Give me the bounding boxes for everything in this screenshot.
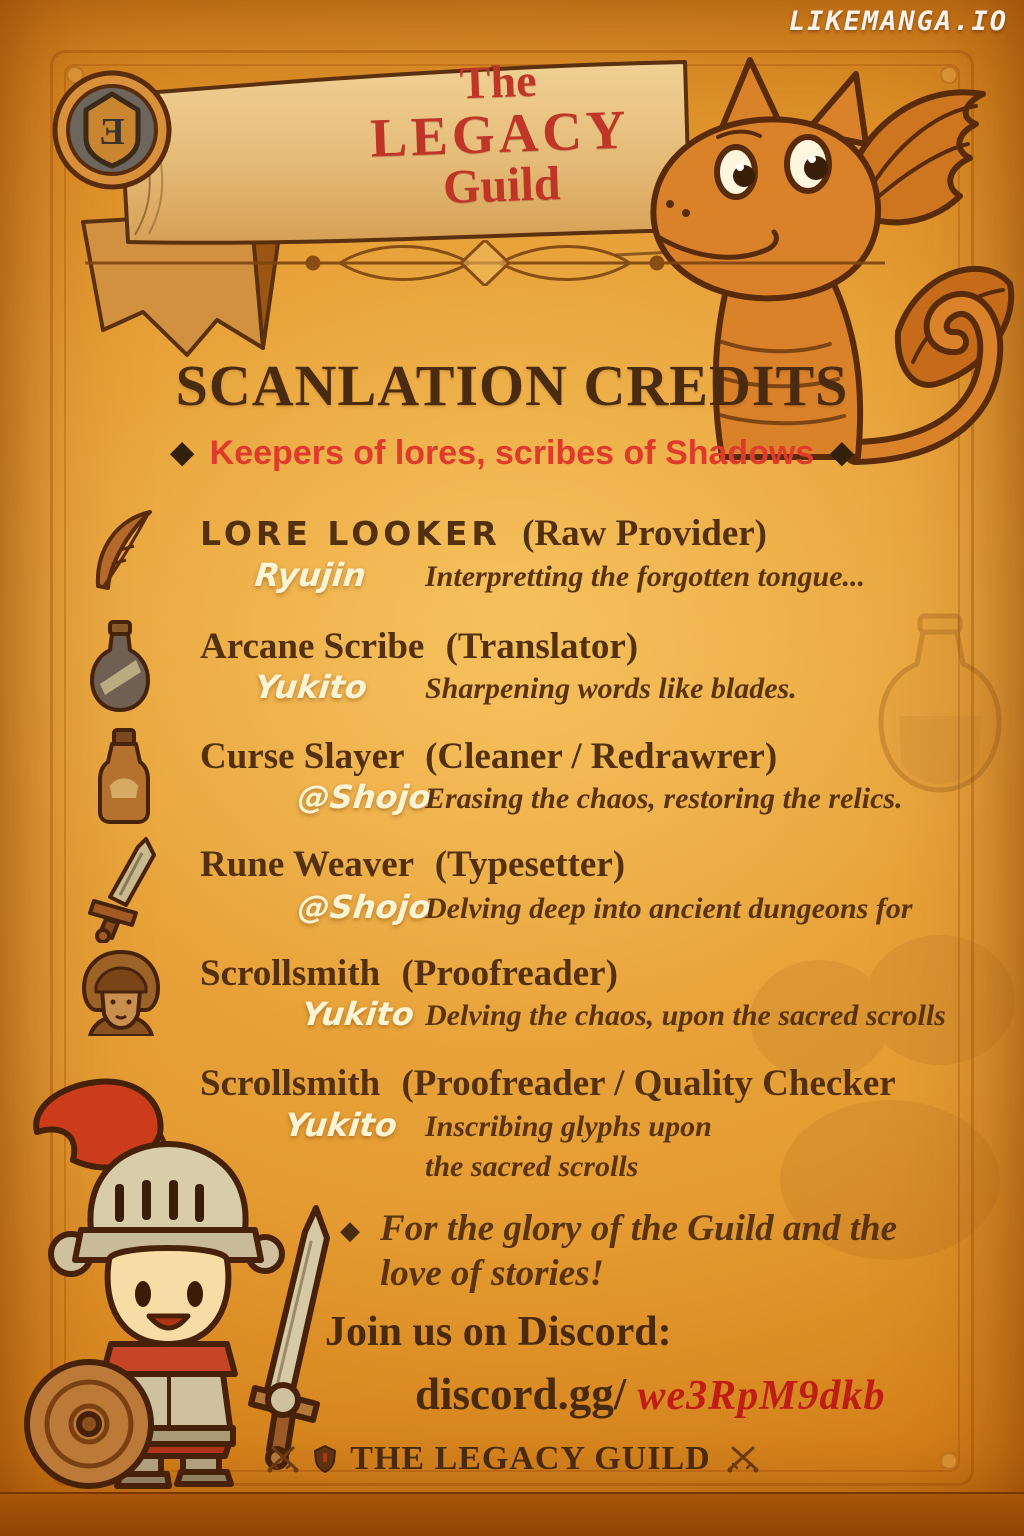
motto-line-1: For the glory of the Guild and the xyxy=(380,1208,898,1249)
credit-role-name: Rune Weaver xyxy=(200,844,414,885)
credit-member-name: @Shojo xyxy=(296,778,433,816)
credit-role-name: LORE LOOKER xyxy=(200,514,501,553)
credit-role-name: Scrollsmith xyxy=(200,1063,381,1104)
footer-guild-name: THE LEGACY GUILD xyxy=(350,1440,711,1477)
credit-tagline: Erasing the chaos, restoring the relics. xyxy=(425,782,903,815)
credit-tagline: Delving the chaos, upon the sacred scrolls xyxy=(425,999,946,1032)
credit-role xyxy=(200,625,638,668)
banner-line-3: Guild xyxy=(442,157,562,215)
page-subtitle xyxy=(0,434,1024,473)
sword-icon xyxy=(82,835,160,943)
credit-role-detail: (Translator) xyxy=(445,626,639,667)
banner-line-2: LEGACY xyxy=(369,98,631,169)
credit-role-name: Scrollsmith xyxy=(200,953,381,994)
credit-role-detail: (Raw Provider) xyxy=(522,513,767,554)
crossed-swords-icon xyxy=(724,1443,760,1475)
page-title: SCANLATION CREDITS xyxy=(175,353,849,418)
medal-letter: E xyxy=(99,111,125,153)
guild-motto xyxy=(340,1206,897,1296)
banner-line-1: The xyxy=(458,54,538,109)
faint-bottle-watermark xyxy=(865,612,1015,807)
credit-member-name: Ryujin xyxy=(253,556,368,594)
discord-invite-code: we3RpM9dkb xyxy=(637,1373,886,1419)
subtitle-text: Keepers of lores, scribes of Shadows xyxy=(209,434,815,472)
motto-line-2: love of stories! xyxy=(380,1253,605,1295)
monk-icon xyxy=(80,948,162,1036)
credit-member-name: Yukito xyxy=(283,1106,399,1144)
credit-role-detail: (Cleaner / Redrawrer) xyxy=(425,736,778,777)
shield-icon xyxy=(313,1444,337,1474)
footer xyxy=(0,1440,1024,1478)
crossed-swords-icon xyxy=(264,1443,300,1475)
credit-role xyxy=(200,952,618,995)
credit-role-detail: (Proofreader) xyxy=(401,953,618,994)
guild-medal-icon xyxy=(48,66,176,194)
credit-tagline: Interpretting the forgotten tongue... xyxy=(425,560,866,593)
ink-flask-icon xyxy=(88,620,152,712)
credit-tagline: Delving deep into ancient dungeons for xyxy=(425,892,913,925)
credit-role xyxy=(200,512,767,555)
credit-tagline: Sharpening words like blades. xyxy=(425,672,797,705)
credit-role-detail: (Typesetter) xyxy=(434,844,626,885)
credit-role-name: Arcane Scribe xyxy=(200,626,425,667)
ornamental-divider xyxy=(85,240,885,286)
credit-role-name: Curse Slayer xyxy=(200,736,404,777)
credit-member-name: Yukito xyxy=(253,668,369,706)
diamond-icon: ◆ xyxy=(170,436,194,469)
discord-url-prefix: discord.gg/ xyxy=(415,1369,627,1419)
potion-bottle-icon xyxy=(96,728,152,824)
credit-member-name: Yukito xyxy=(300,995,416,1033)
motto-text xyxy=(380,1206,897,1296)
diamond-icon: ◆ xyxy=(830,436,854,469)
credit-tagline-line2: the sacred scrolls xyxy=(425,1150,639,1183)
credit-role xyxy=(200,843,625,886)
diamond-icon: ◆ xyxy=(340,1216,360,1245)
site-watermark: LIKEMANGA.IO xyxy=(788,6,1008,37)
quill-icon xyxy=(90,504,160,594)
discord-label: Join us on Discord: xyxy=(325,1309,672,1355)
discord-invite xyxy=(415,1368,886,1420)
credit-tagline: Inscribing glyphs upon xyxy=(425,1110,712,1143)
bottom-band xyxy=(0,1492,1024,1536)
credit-member-name: @Shojo xyxy=(296,888,433,926)
knight-mascot xyxy=(15,1072,335,1492)
credit-role xyxy=(200,735,777,778)
credit-role-detail: (Proofreader / Quality Checker xyxy=(401,1063,896,1104)
